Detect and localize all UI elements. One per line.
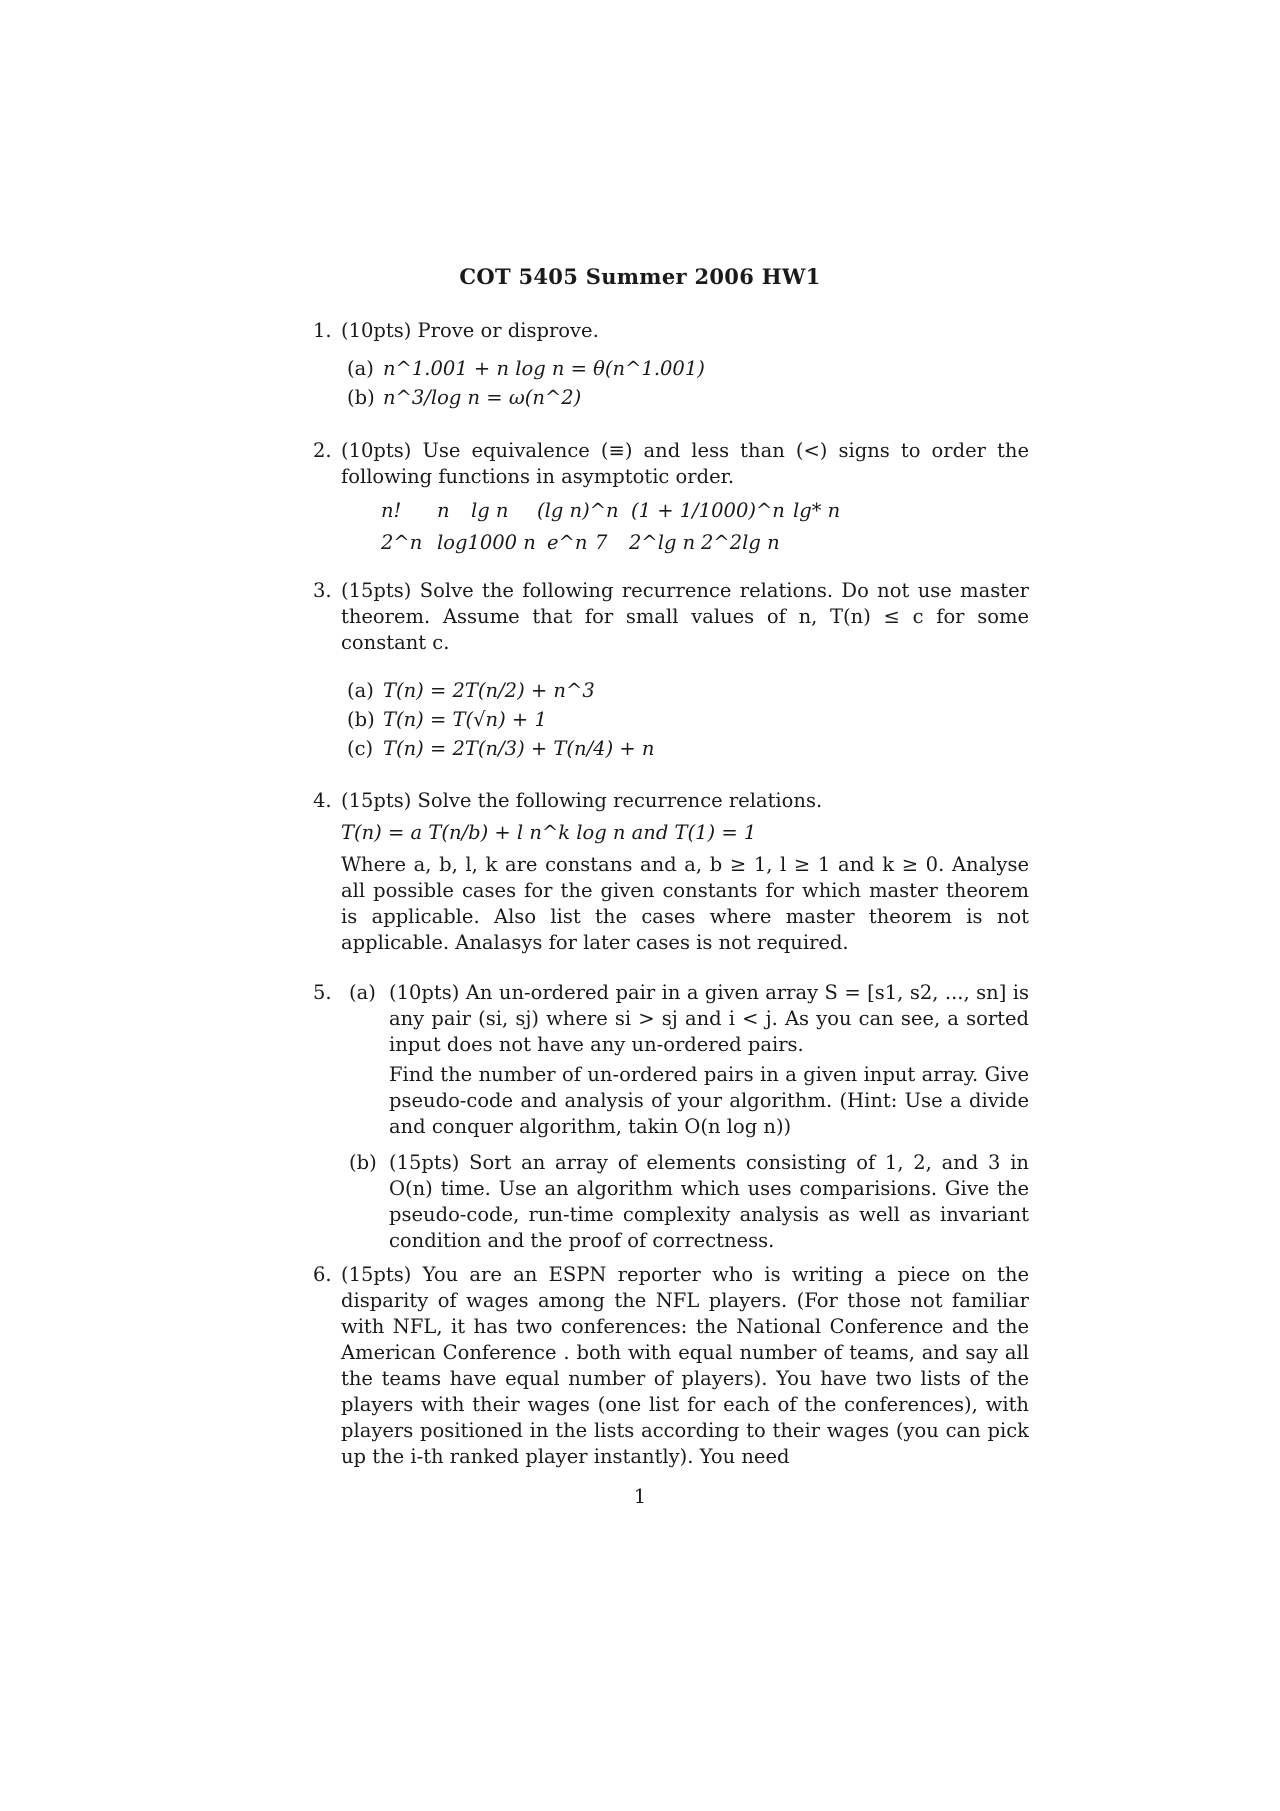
subproblem-label: (b)	[347, 386, 375, 409]
problem-text: (15pts) Solve the following recurrence relations.	[341, 789, 823, 812]
equation: n^3/log n = ω(n^2)	[383, 386, 582, 409]
subproblem-text: (15pts) Sort an array of elements consisting of 1, 2, and 3 in O(n) time. Use an algorithm which uses comparisions. Give the pseudo-code, run-time complexity analysis as well as invariant condition and the proof of correctness.	[389, 1151, 1029, 1252]
subproblem-b	[349, 1150, 1029, 1254]
function-item: log1000 n	[437, 531, 536, 554]
subproblem-label: (b)	[349, 1151, 377, 1174]
problem-2	[313, 438, 1029, 556]
problem-number: 2.	[313, 439, 332, 462]
function-item: 2^lg n	[629, 531, 696, 554]
function-item: 2^n	[381, 531, 423, 554]
subproblem-label: (a)	[347, 357, 374, 380]
equation: T(n) = 2T(n/3) + T(n/4) + n	[383, 737, 655, 760]
subproblem-label: (c)	[347, 737, 374, 760]
subproblem-b	[347, 385, 1029, 411]
function-row-1	[381, 498, 1029, 524]
subproblem-label: (a)	[347, 679, 374, 702]
function-item: 7	[595, 531, 608, 554]
function-item: 2^2lg n	[701, 531, 780, 554]
subproblem-c	[347, 736, 1029, 762]
problem-text: (10pts) Prove or disprove.	[341, 319, 599, 342]
function-item: (lg n)^n	[537, 499, 619, 522]
problem-number: 4.	[313, 789, 332, 812]
function-item: (1 + 1/1000)^n	[631, 499, 785, 522]
problem-number: 6.	[313, 1263, 332, 1286]
function-item: e^n	[547, 531, 588, 554]
equation: n^1.001 + n log n = θ(n^1.001)	[383, 357, 705, 380]
subproblem-text: (10pts) An un-ordered pair in a given array S = [s1, s2, ..., sn] is any pair (si, sj) where si > sj and i < j. As you can see, a sorted input does not have any un-ordered pairs.	[389, 981, 1029, 1056]
subproblem-a	[347, 678, 1029, 704]
problem-5	[313, 980, 1029, 1254]
subproblem-b	[347, 707, 1029, 733]
subproblem-a	[347, 356, 1029, 382]
function-item: lg* n	[793, 499, 841, 522]
page-number: 1	[633, 1485, 647, 1508]
subproblem-label: (a)	[349, 981, 376, 1004]
problem-text: (10pts) Use equivalence (≡) and less than (<) signs to order the following functions in asymptotic order.	[341, 439, 1029, 488]
function-item: n!	[381, 499, 402, 522]
function-item: n	[437, 499, 450, 522]
function-item: lg n	[471, 499, 509, 522]
problem-number: 1.	[313, 319, 332, 342]
recurrence-equation: T(n) = a T(n/b) + l n^k log n and T(1) = 1	[341, 821, 757, 844]
equation: T(n) = T(√n) + 1	[383, 708, 547, 731]
problem-number: 3.	[313, 579, 332, 602]
equation: T(n) = 2T(n/2) + n^3	[383, 679, 595, 702]
problem-3	[313, 578, 1029, 762]
subproblem-a	[349, 980, 1029, 1140]
problem-1	[313, 318, 1029, 411]
problem-number: 5.	[313, 981, 332, 1004]
subproblem-label: (b)	[347, 708, 375, 731]
problem-text: (15pts) Solve the following recurrence relations. Do not use master theorem. Assume that for small values of n, T(n) ≤ c for some constant c.	[341, 579, 1029, 654]
function-row-2	[381, 530, 1029, 556]
problem-6	[313, 1262, 1029, 1470]
page-title: COT 5405 Summer 2006 HW1	[459, 264, 821, 289]
problem-paragraph: Where a, b, l, k are constans and a, b ≥ 1, l ≥ 1 and k ≥ 0. Analyse all possible cases for the given constants for which master theorem is applicable. Also list the cases where master theorem is not applicable. Analasys for later cases is not required.	[341, 853, 1029, 954]
problem-4	[313, 788, 1029, 956]
subproblem-text: Find the number of un-ordered pairs in a given input array. Give pseudo-code and analysis of your algorithm. (Hint: Use a divide and conquer algorithm, takin O(n log n))	[389, 1063, 1029, 1138]
problem-text: (15pts) You are an ESPN reporter who is writing a piece on the disparity of wages among the NFL players. (For those not familiar with NFL, it has two conferences: the National Conference and the American Conference . both with equal number of teams, and say all the teams have equal number of players). You have two lists of the players with their wages (one list for each of the conferences), with players positioned in the lists according to their wages (you can pick up the i-th ranked player instantly). You need	[341, 1263, 1029, 1468]
